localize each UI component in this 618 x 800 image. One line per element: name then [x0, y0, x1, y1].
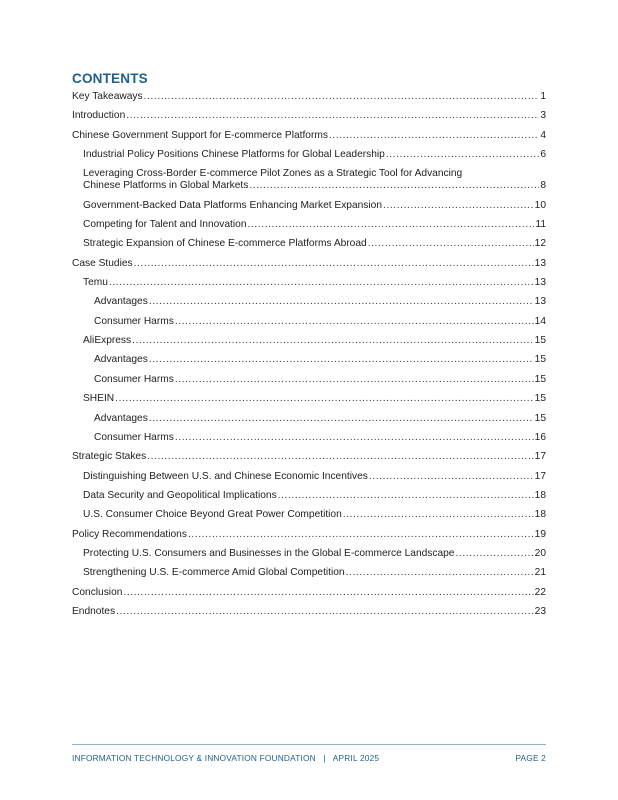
- toc-dot-leader: [249, 180, 539, 192]
- toc-entry-title: Strengthening U.S. E-commerce Amid Global Competition: [83, 567, 345, 579]
- toc-entry-page: 22: [534, 586, 546, 598]
- toc-entry-title: Strategic Stakes: [72, 451, 147, 463]
- toc-entry-title: U.S. Consumer Choice Beyond Great Power Competition: [83, 509, 342, 521]
- toc-entry-title: Industrial Policy Positions Chinese Platforms for Global Leadership: [83, 149, 385, 161]
- toc-dot-leader: [149, 296, 534, 308]
- toc-entry[interactable]: [72, 130, 546, 142]
- toc-entry-title: Consumer Harms: [94, 315, 174, 327]
- toc-entry-page: 15: [534, 354, 546, 366]
- toc-entry-title: Temu: [83, 277, 108, 289]
- toc-entry-title: Protecting U.S. Consumers and Businesses in the Global E-commerce Landscape: [83, 547, 455, 559]
- toc-entry[interactable]: [72, 110, 546, 122]
- toc-dot-leader: [278, 490, 534, 502]
- toc-dot-leader: [144, 91, 540, 103]
- toc-entry-page: 15: [534, 412, 546, 424]
- toc-entry[interactable]: [72, 335, 546, 347]
- toc-entry-page: 15: [534, 335, 546, 347]
- toc-entry-page: 15: [534, 393, 546, 405]
- toc-dot-leader: [175, 374, 534, 386]
- toc-entry-page: 21: [534, 567, 546, 579]
- toc-dot-leader: [369, 471, 534, 483]
- toc-dot-leader: [386, 149, 540, 161]
- toc-entry-page: 13: [534, 277, 546, 289]
- toc-dot-leader: [115, 393, 534, 405]
- toc-entry[interactable]: [72, 258, 546, 270]
- toc-entry[interactable]: [72, 606, 546, 618]
- toc-entry[interactable]: [72, 432, 546, 444]
- toc-entry[interactable]: [72, 413, 546, 425]
- toc-entry[interactable]: [72, 316, 546, 328]
- toc-entry-page: 18: [534, 509, 546, 521]
- toc-dot-leader: [126, 110, 539, 122]
- toc-entry-title: Conclusion: [72, 586, 123, 598]
- toc-entry-page: 15: [534, 373, 546, 385]
- toc-entry-title: Advantages: [94, 412, 148, 424]
- toc-entry[interactable]: [72, 219, 546, 231]
- toc-entry-title: Endnotes: [72, 605, 116, 617]
- footer-divider: [72, 744, 546, 745]
- toc-dot-leader: [123, 587, 533, 599]
- toc-dot-leader: [132, 335, 534, 347]
- toc-entry-title: Advantages: [94, 354, 148, 366]
- toc-entry[interactable]: [72, 490, 546, 502]
- toc-dot-leader: [343, 509, 534, 521]
- toc-entry-page: 3: [540, 110, 546, 122]
- toc-entry-page: 16: [534, 431, 546, 443]
- toc-dot-leader: [329, 130, 539, 142]
- toc-entry-title: Introduction: [72, 110, 126, 122]
- toc-dot-leader: [149, 354, 534, 366]
- toc-entry-title: Consumer Harms: [94, 431, 174, 443]
- toc-dot-leader: [175, 432, 534, 444]
- footer-organization: INFORMATION TECHNOLOGY & INNOVATION FOUNDATION: [72, 753, 316, 763]
- toc-entry-title: Policy Recommendations: [72, 528, 187, 540]
- toc-dot-leader: [149, 413, 534, 425]
- toc-dot-leader: [383, 200, 534, 212]
- toc-entry-page: 17: [534, 451, 546, 463]
- toc-entry[interactable]: [72, 238, 546, 250]
- toc-dot-leader: [175, 316, 534, 328]
- toc-entry[interactable]: [72, 149, 546, 161]
- toc-entry-page: 18: [534, 489, 546, 501]
- toc-entry-title: SHEIN: [83, 393, 115, 405]
- toc-entry[interactable]: [72, 393, 546, 405]
- footer-left: [72, 753, 379, 763]
- toc-dot-leader: [109, 277, 534, 289]
- toc-dot-leader: [248, 219, 535, 231]
- toc-entry[interactable]: [72, 296, 546, 308]
- toc-entry[interactable]: [72, 91, 546, 103]
- toc-entry-title: Key Takeaways: [72, 91, 143, 102]
- toc-dot-leader: [368, 238, 534, 250]
- toc-entry-page: 13: [534, 257, 546, 269]
- toc-entry[interactable]: [72, 529, 546, 541]
- footer-page-number: PAGE 2: [515, 753, 546, 763]
- toc-entry-page: 4: [540, 129, 546, 141]
- page-title: CONTENTS: [72, 71, 148, 86]
- page-footer: [72, 753, 546, 763]
- toc-dot-leader: [346, 567, 534, 579]
- toc-dot-leader: [188, 529, 534, 541]
- toc-entry-title: Competing for Talent and Innovation: [83, 219, 247, 231]
- toc-entry-page: 17: [534, 470, 546, 482]
- toc-entry[interactable]: [72, 471, 546, 483]
- toc-entry[interactable]: [72, 168, 546, 192]
- toc-entry-page: 20: [534, 547, 546, 559]
- toc-entry-page: 12: [534, 238, 546, 250]
- toc-dot-leader: [116, 606, 534, 618]
- toc-entry[interactable]: [72, 587, 546, 599]
- toc-entry-page: 10: [534, 199, 546, 211]
- toc-entry-page: 19: [534, 528, 546, 540]
- toc-dot-leader: [455, 548, 533, 560]
- toc-entry-title: Leveraging Cross-Border E-commerce Pilot Zones as a Strategic Tool for Advancing: [83, 168, 463, 180]
- table-of-contents: [72, 91, 546, 625]
- toc-entry-title: Strategic Expansion of Chinese E-commerce Platforms Abroad: [83, 238, 367, 250]
- toc-entry-title: Chinese Government Support for E-commerce Platforms: [72, 129, 328, 141]
- toc-entry-title: Data Security and Geopolitical Implications: [83, 489, 277, 501]
- toc-entry[interactable]: [72, 567, 546, 579]
- toc-entry-title: Distinguishing Between U.S. and Chinese Economic Incentives: [83, 470, 368, 482]
- toc-dot-leader: [134, 258, 534, 270]
- toc-entry-title: AliExpress: [83, 335, 132, 347]
- toc-entry-page: 1: [540, 91, 546, 102]
- toc-dot-leader: [147, 451, 533, 463]
- toc-entry-title: Government-Backed Data Platforms Enhancing Market Expansion: [83, 199, 382, 211]
- footer-separator: |: [323, 753, 326, 763]
- toc-entry[interactable]: [72, 200, 546, 212]
- toc-entry[interactable]: [72, 548, 546, 560]
- toc-entry-page: 14: [534, 315, 546, 327]
- toc-entry[interactable]: [72, 451, 546, 463]
- toc-entry[interactable]: [72, 277, 546, 289]
- toc-entry[interactable]: [72, 354, 546, 366]
- toc-entry-page: 6: [540, 149, 546, 161]
- toc-entry-page: 23: [534, 605, 546, 617]
- toc-entry-page: 8: [540, 180, 546, 192]
- toc-entry[interactable]: [72, 374, 546, 386]
- footer-date: APRIL 2025: [332, 753, 380, 763]
- toc-entry-title: Advantages: [94, 296, 148, 308]
- toc-entry-page: 11: [535, 219, 546, 231]
- toc-entry-title: Chinese Platforms in Global Markets: [83, 180, 249, 192]
- toc-entry[interactable]: [72, 509, 546, 521]
- toc-entry-title: Consumer Harms: [94, 373, 174, 385]
- toc-entry-title: Case Studies: [72, 257, 133, 269]
- toc-entry-page: 13: [534, 296, 546, 308]
